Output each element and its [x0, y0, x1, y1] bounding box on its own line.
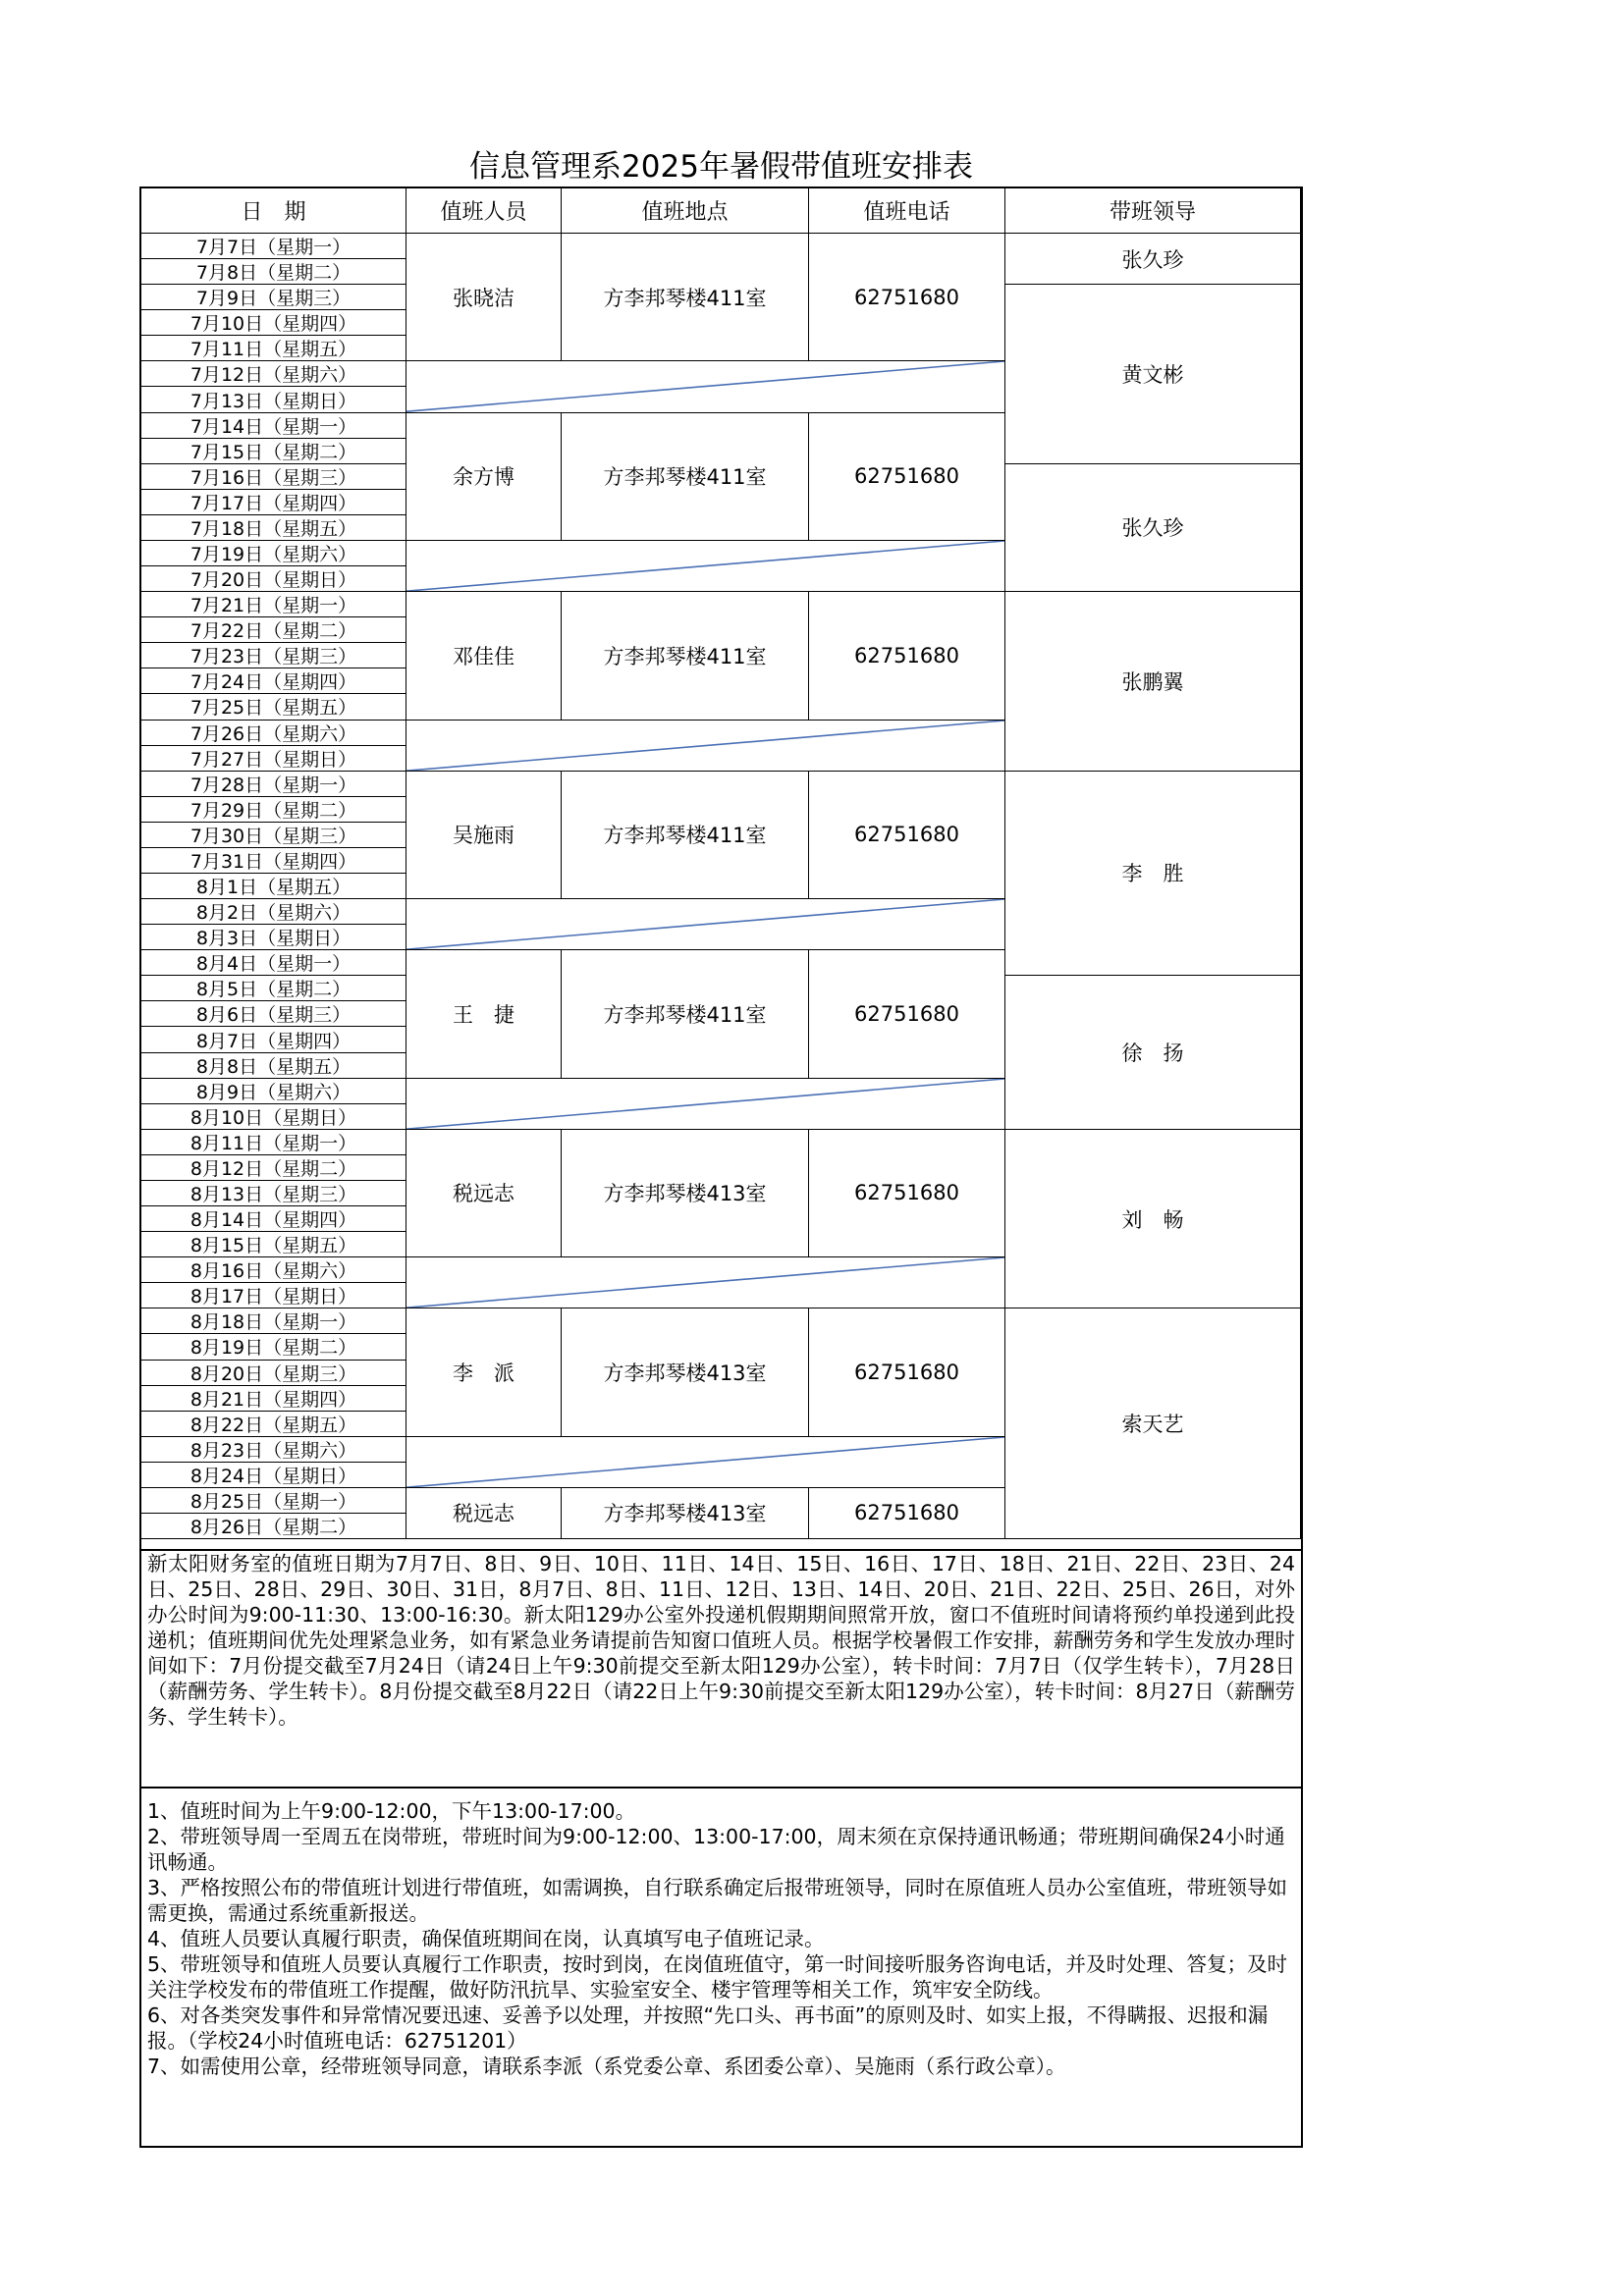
header-cell: 值班地点: [562, 188, 809, 234]
date-cell: 7月20日（星期日）: [141, 566, 406, 592]
date-cell: 7月16日（星期三）: [141, 464, 406, 490]
duty-place: 方李邦琴楼413室: [562, 1130, 809, 1257]
date-cell: 8月11日（星期一）: [141, 1130, 406, 1155]
duty-person: 邓佳佳: [406, 592, 562, 720]
date-cell: 7月28日（星期一）: [141, 772, 406, 797]
date-cell: 7月27日（星期日）: [141, 746, 406, 772]
date-cell: 7月9日（星期三）: [141, 285, 406, 310]
duty-phone: 62751680: [809, 234, 1005, 361]
leader-cell: 索天艺: [1005, 1308, 1301, 1539]
date-cell: 7月25日（星期五）: [141, 694, 406, 720]
date-cell: 8月8日（星期五）: [141, 1053, 406, 1079]
date-cell: 7月18日（星期五）: [141, 515, 406, 541]
date-cell: 7月21日（星期一）: [141, 592, 406, 617]
date-cell: 7月29日（星期二）: [141, 797, 406, 823]
date-cell: 7月30日（星期三）: [141, 823, 406, 848]
duty-place: 方李邦琴楼411室: [562, 772, 809, 899]
date-cell: 7月24日（星期四）: [141, 668, 406, 694]
duty-place: 方李邦琴楼411室: [562, 234, 809, 361]
date-cell: 8月6日（星期三）: [141, 1001, 406, 1027]
weekend-empty-cell: [406, 721, 1005, 772]
date-cell: 8月19日（星期二）: [141, 1334, 406, 1360]
date-cell: 7月31日（星期四）: [141, 848, 406, 874]
diagonal-slash: [406, 899, 1004, 949]
header-cell: 值班人员: [406, 188, 562, 234]
diagonal-slash: [406, 361, 1004, 411]
duty-person: 余方博: [406, 413, 562, 541]
date-cell: 7月12日（星期六）: [141, 361, 406, 387]
date-cell: 8月20日（星期三）: [141, 1361, 406, 1386]
rule-item: 3、严格按照公布的带值班计划进行带值班，如需调换，自行联系确定后报带班领导，同时在原值班人员办公室值班，带班领导如需更换，需通过系统重新报送。: [147, 1876, 1288, 1925]
date-cell: 8月1日（星期五）: [141, 874, 406, 899]
schedule-table: [139, 187, 1303, 1551]
header-cell: 日 期: [141, 188, 406, 234]
duty-phone: 62751680: [809, 413, 1005, 541]
date-cell: 8月24日（星期日）: [141, 1463, 406, 1488]
date-cell: 7月23日（星期三）: [141, 643, 406, 668]
rule-item: 5、带班领导和值班人员要认真履行工作职责，按时到岗，在岗值班值守，第一时间接听服务咨询电话，并及时处理、答复；及时关注学校发布的带值班工作提醒，做好防汛抗旱、实验室安全、楼宇管理等相关工作，筑牢安全防线。: [147, 1952, 1288, 2002]
rule-item: 7、如需使用公章，经带班领导同意，请联系李派（系党委公章、系团委公章）、吴施雨（系行政公章）。: [147, 2055, 1066, 2078]
leader-cell: 张久珍: [1005, 234, 1301, 285]
rules-list: [141, 1789, 1301, 2146]
duty-phone: 62751680: [809, 1308, 1005, 1436]
duty-person: 吴施雨: [406, 772, 562, 899]
rule-item: 6、对各类突发事件和异常情况要迅速、妥善予以处理，并按照“先口头、再书面”的原则及时、如实上报，不得瞒报、迟报和漏报。（学校24小时值班电话：62751201）: [147, 2003, 1269, 2053]
date-cell: 7月7日（星期一）: [141, 234, 406, 259]
date-cell: 8月16日（星期六）: [141, 1257, 406, 1283]
duty-phone: 62751680: [809, 772, 1005, 899]
leader-cell: 张鹏翼: [1005, 592, 1301, 772]
date-cell: 7月22日（星期二）: [141, 617, 406, 643]
date-cell: 7月17日（星期四）: [141, 490, 406, 515]
page-title: 信息管理系2025年暑假带值班安排表: [469, 149, 973, 185]
duty-place: 方李邦琴楼411室: [562, 413, 809, 541]
diagonal-slash: [406, 721, 1004, 771]
date-cell: 7月8日（星期二）: [141, 259, 406, 285]
header-cell: 值班电话: [809, 188, 1005, 234]
date-cell: 8月25日（星期一）: [141, 1488, 406, 1514]
leader-cell: 张久珍: [1005, 464, 1301, 592]
duty-place: 方李邦琴楼413室: [562, 1488, 809, 1539]
date-cell: 7月19日（星期六）: [141, 541, 406, 566]
date-cell: 7月10日（星期四）: [141, 310, 406, 336]
duty-phone: 62751680: [809, 592, 1005, 720]
date-cell: 8月10日（星期日）: [141, 1104, 406, 1130]
duty-person: 张晓洁: [406, 234, 562, 361]
leader-cell: 李 胜: [1005, 772, 1301, 977]
date-cell: 7月15日（星期二）: [141, 439, 406, 464]
duty-person: 税远志: [406, 1488, 562, 1539]
weekend-empty-cell: [406, 361, 1005, 412]
diagonal-slash: [406, 1079, 1004, 1129]
leader-cell: 黄文彬: [1005, 285, 1301, 464]
duty-place: 方李邦琴楼411室: [562, 950, 809, 1078]
duty-phone: 62751680: [809, 1488, 1005, 1539]
rule-item: 2、带班领导周一至周五在岗带班，带班时间为9:00-12:00、13:00-17:00，周末须在京保持通讯畅通；带班期间确保24小时通讯畅通。: [147, 1825, 1285, 1874]
weekend-empty-cell: [406, 541, 1005, 592]
weekend-empty-cell: [406, 1257, 1005, 1308]
date-cell: 8月21日（星期四）: [141, 1386, 406, 1412]
diagonal-slash: [406, 1437, 1004, 1487]
date-cell: 8月15日（星期五）: [141, 1232, 406, 1257]
duty-phone: 62751680: [809, 950, 1005, 1078]
date-cell: 8月5日（星期二）: [141, 976, 406, 1001]
date-cell: 8月3日（星期日）: [141, 925, 406, 950]
date-cell: 8月18日（星期一）: [141, 1308, 406, 1334]
duty-place: 方李邦琴楼413室: [562, 1308, 809, 1436]
weekend-empty-cell: [406, 1437, 1005, 1488]
duty-person: 税远志: [406, 1130, 562, 1257]
leader-cell: 刘 畅: [1005, 1130, 1301, 1309]
leader-cell: 徐 扬: [1005, 976, 1301, 1129]
date-cell: 8月2日（星期六）: [141, 899, 406, 925]
rule-item: 1、值班时间为上午9:00-12:00，下午13:00-17:00。: [147, 1799, 636, 1823]
date-cell: 7月13日（星期日）: [141, 387, 406, 412]
duty-person: 王 捷: [406, 950, 562, 1078]
date-cell: 8月4日（星期一）: [141, 950, 406, 976]
weekend-empty-cell: [406, 899, 1005, 950]
date-cell: 8月13日（星期三）: [141, 1181, 406, 1206]
date-cell: 7月14日（星期一）: [141, 413, 406, 439]
date-cell: 8月26日（星期二）: [141, 1514, 406, 1539]
finance-note: 新太阳财务室的值班日期为7月7日、8日、9日、10日、11日、14日、15日、16日、17日、18日、21日、22日、23日、24日、25日、28日、29日、30日、31日，8月7日、8日、11日、12日、13日、14日、20日、21日、22日、25日、26日，对外办公时间为9:00-11:30、13:00-16:30。新太阳129办公室外投递机假期期间照常开放，窗口不值班时间请将预约单投递到此投递机；值班期间优先处理紧急业务，如有紧急业务请提前告知窗口值班人员。根据学校暑假工作安排，薪酬劳务和学生发放办理时间如下：7月份提交截至7月24日（请24日上午9:30前提交至新太阳129办公室），转卡时间：7月7日（仅学生转卡），7月28日（薪酬劳务、学生转卡）。8月份提交截至8月22日（请22日上午9:30前提交至新太阳129办公室），转卡时间：8月27日（薪酬劳务、学生转卡）。: [141, 1551, 1301, 1789]
date-cell: 7月26日（星期六）: [141, 721, 406, 746]
diagonal-slash: [406, 1257, 1004, 1308]
date-cell: 8月22日（星期五）: [141, 1412, 406, 1437]
duty-place: 方李邦琴楼411室: [562, 592, 809, 720]
date-cell: 8月7日（星期四）: [141, 1027, 406, 1052]
diagonal-slash: [406, 541, 1004, 591]
notes-section: [139, 1551, 1303, 2148]
date-cell: 7月11日（星期五）: [141, 336, 406, 361]
date-cell: 8月17日（星期日）: [141, 1283, 406, 1308]
rule-item: 4、值班人员要认真履行职责，确保值班期间在岗，认真填写电子值班记录。: [147, 1927, 825, 1950]
duty-person: 李 派: [406, 1308, 562, 1436]
header-cell: 带班领导: [1005, 188, 1301, 234]
date-cell: 8月9日（星期六）: [141, 1079, 406, 1104]
date-cell: 8月23日（星期六）: [141, 1437, 406, 1463]
weekend-empty-cell: [406, 1079, 1005, 1130]
date-cell: 8月12日（星期二）: [141, 1155, 406, 1181]
date-cell: 8月14日（星期四）: [141, 1206, 406, 1232]
duty-phone: 62751680: [809, 1130, 1005, 1257]
